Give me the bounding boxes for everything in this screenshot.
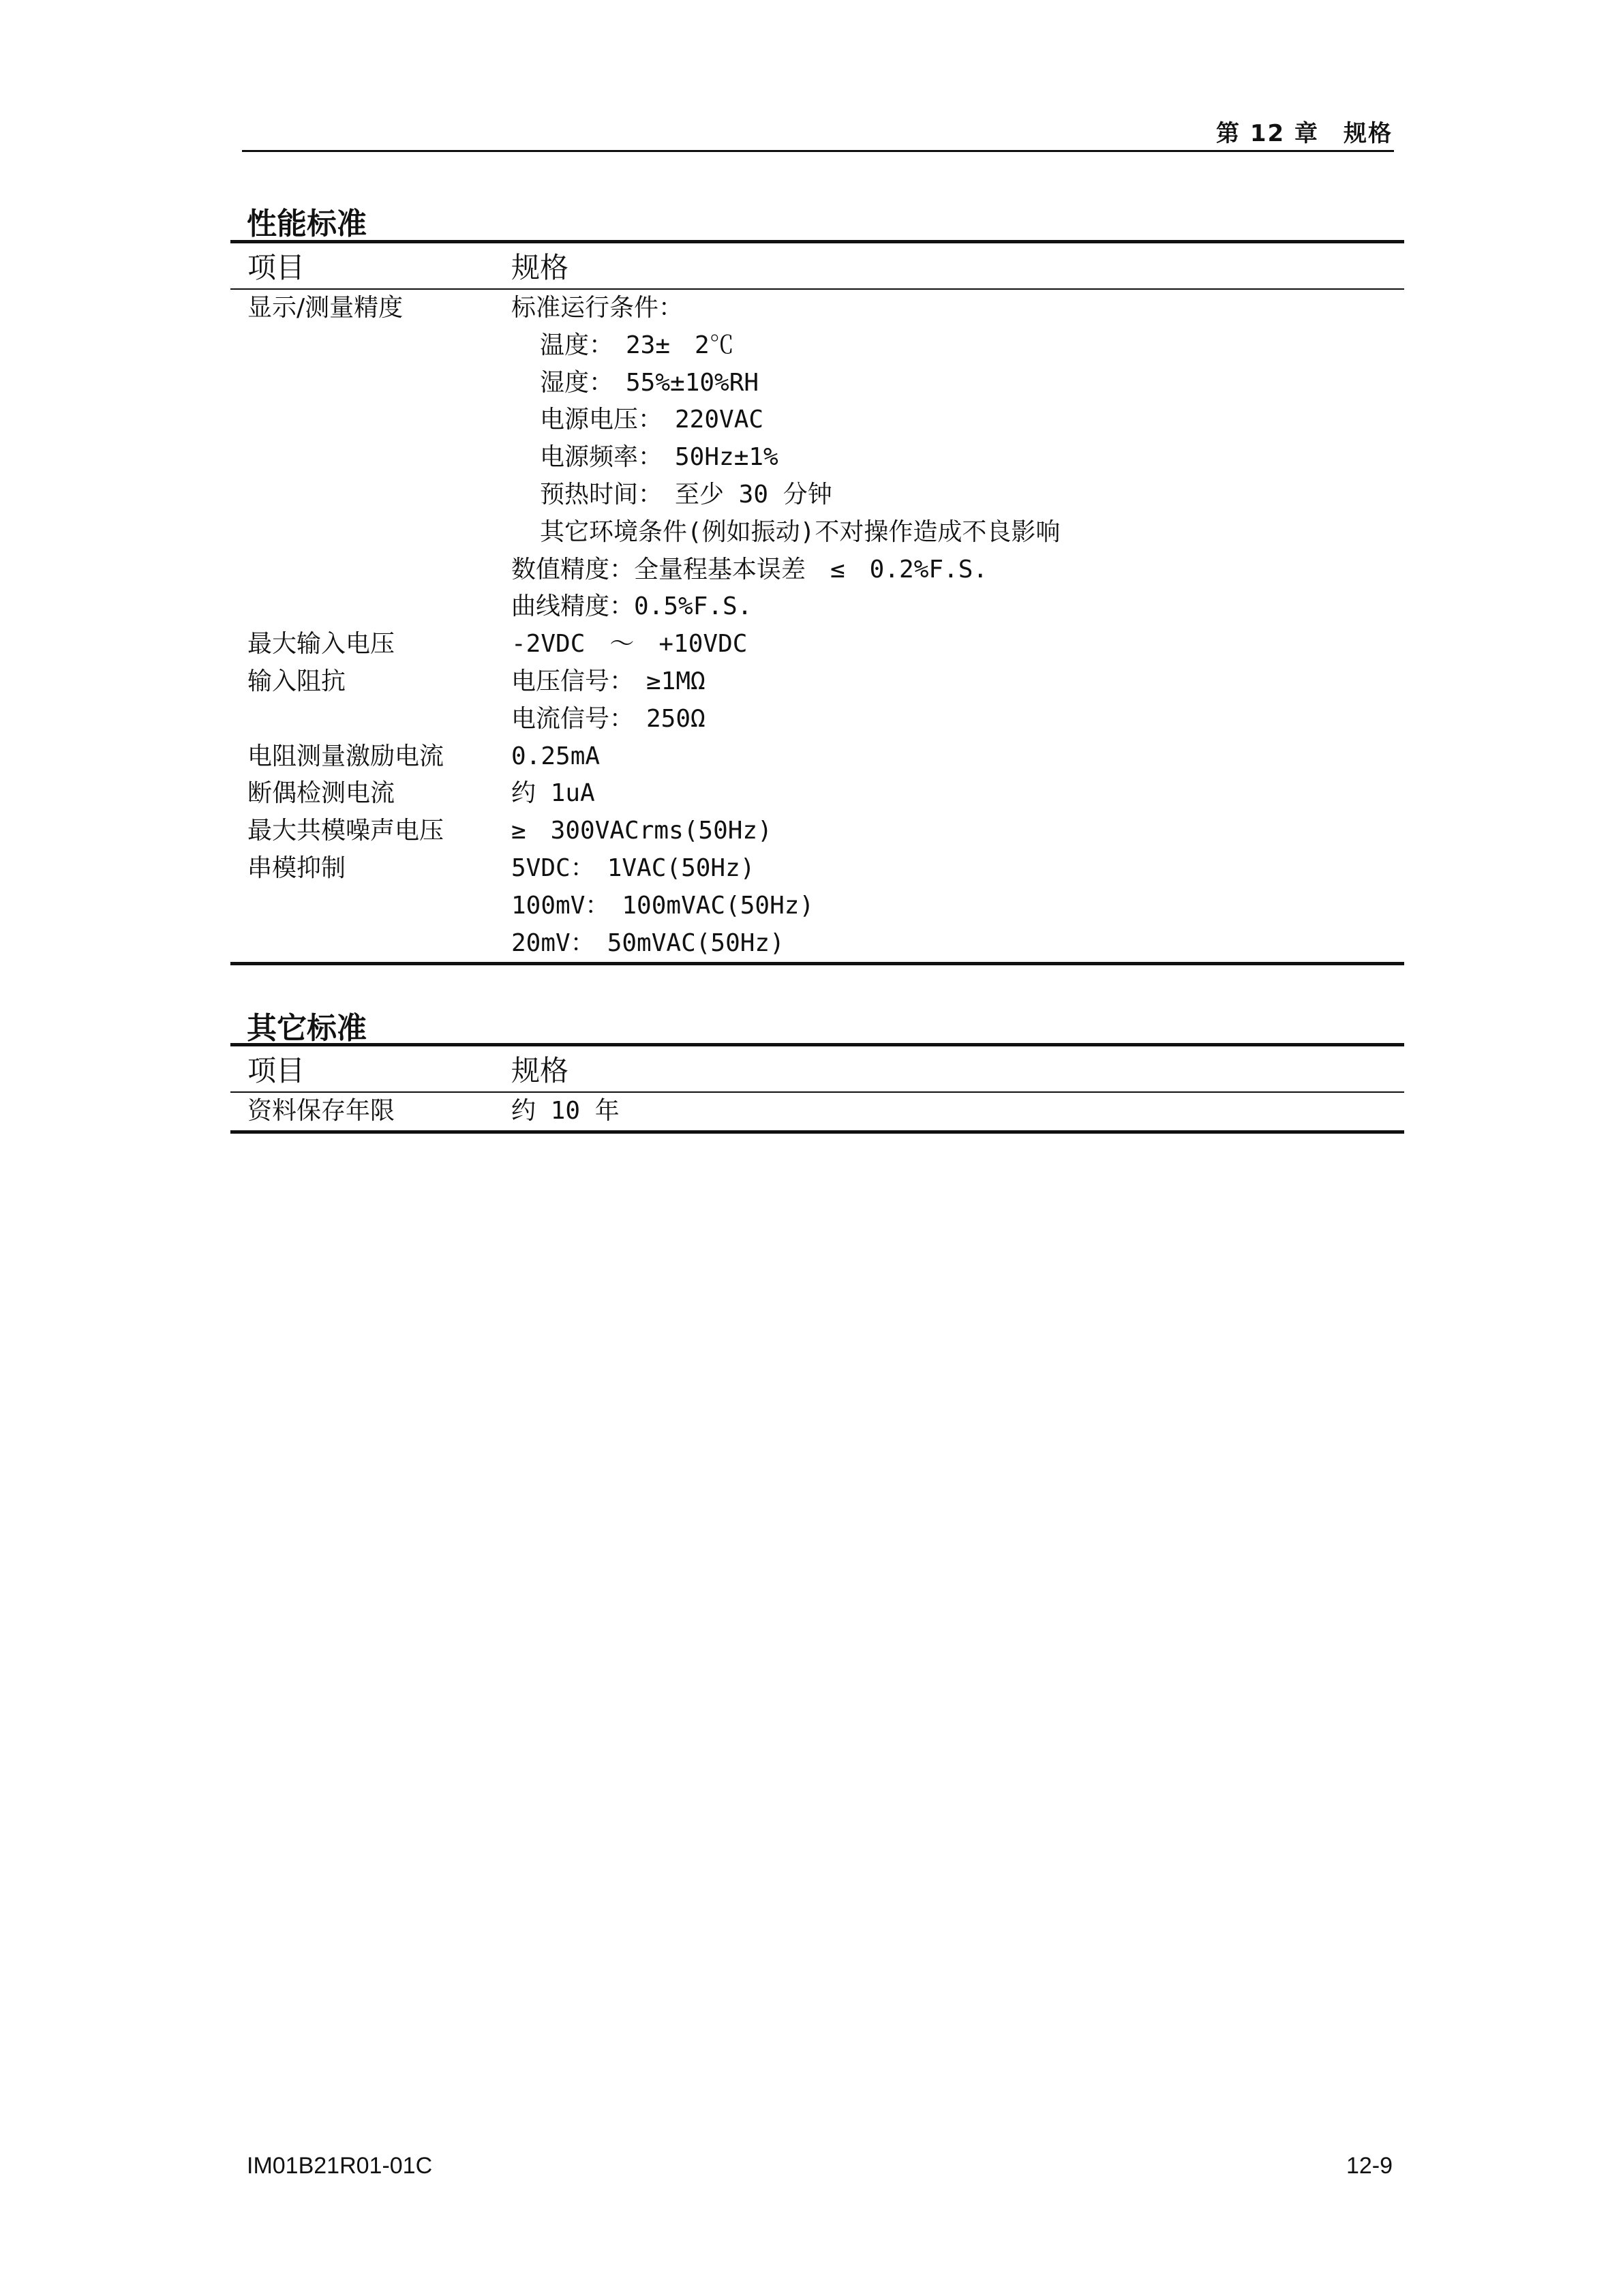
page-number: 12-9: [1346, 2153, 1393, 2179]
spec-item-label: 显示/测量精度: [247, 294, 404, 322]
spec-value-line: 湿度： 55%±10%RH: [540, 368, 759, 397]
other-spec-table: [230, 1043, 1404, 1134]
column-header-spec: 规格: [511, 242, 1404, 290]
document-id: IM01B21R01-01C: [247, 2153, 433, 2179]
spec-item-label: 最大共模噪声电压: [247, 817, 444, 845]
spec-value-line: 温度： 23± 2℃: [540, 331, 734, 359]
table-row: [230, 850, 1404, 964]
performance-section-title: 性能标准: [247, 207, 367, 241]
chapter-header: 第 12 章 规格: [1216, 120, 1393, 147]
spec-item-label: 串模抑制: [247, 854, 346, 882]
performance-spec-table: [230, 240, 1404, 965]
spec-value-line: 其它环境条件(例如振动)不对操作造成不良影响: [540, 517, 1061, 546]
table-row: [230, 813, 1404, 850]
spec-value-line: 电源频率： 50Hz±1%: [540, 443, 778, 472]
header-divider: [242, 150, 1394, 152]
spec-value-line: 5VDC： 1VAC(50Hz): [511, 854, 755, 882]
spec-item-label: 断偶检测电流: [247, 779, 395, 808]
spec-value-line: 20mV： 50mVAC(50Hz): [511, 928, 785, 957]
spec-value-line: 约 10 年: [511, 1097, 620, 1125]
spec-value-line: ≥ 300VACrms(50Hz): [511, 817, 772, 845]
table-row: [230, 775, 1404, 813]
spec-value-line: 预热时间： 至少 30 分钟: [540, 480, 832, 509]
spec-item-label: 资料保存年限: [247, 1097, 395, 1125]
spec-item-label: 输入阻抗: [247, 667, 346, 695]
table-row: [230, 663, 1404, 738]
table-row: [230, 289, 1404, 626]
column-header-item: 项目: [230, 242, 511, 290]
spec-value-line: 标准运行条件：: [511, 294, 684, 322]
table-row: [230, 738, 1404, 776]
table-row: [230, 1092, 1404, 1132]
other-section-title: 其它标准: [247, 1011, 367, 1046]
table-row: [230, 626, 1404, 663]
column-header-item: 项目: [230, 1045, 511, 1093]
spec-value-line: -2VDC ～ +10VDC: [511, 630, 748, 659]
column-header-spec: 规格: [511, 1045, 1404, 1093]
spec-item-label: 电阻测量激励电流: [247, 742, 444, 770]
spec-value-line: 电流信号： 250Ω: [511, 704, 706, 733]
spec-value-line: 100mV： 100mVAC(50Hz): [511, 891, 815, 920]
spec-value-line: 0.25mA: [511, 742, 601, 770]
spec-value-line: 电压信号： ≥1MΩ: [511, 667, 706, 695]
spec-value-line: 曲线精度：0.5%F.S.: [511, 592, 753, 621]
spec-value-line: 约 1uA: [511, 779, 595, 808]
spec-value-line: 数值精度：全量程基本误差 ≤ 0.2%F.S.: [511, 555, 988, 584]
spec-value-line: 电源电压： 220VAC: [540, 406, 764, 434]
spec-item-label: 最大输入电压: [247, 630, 395, 659]
